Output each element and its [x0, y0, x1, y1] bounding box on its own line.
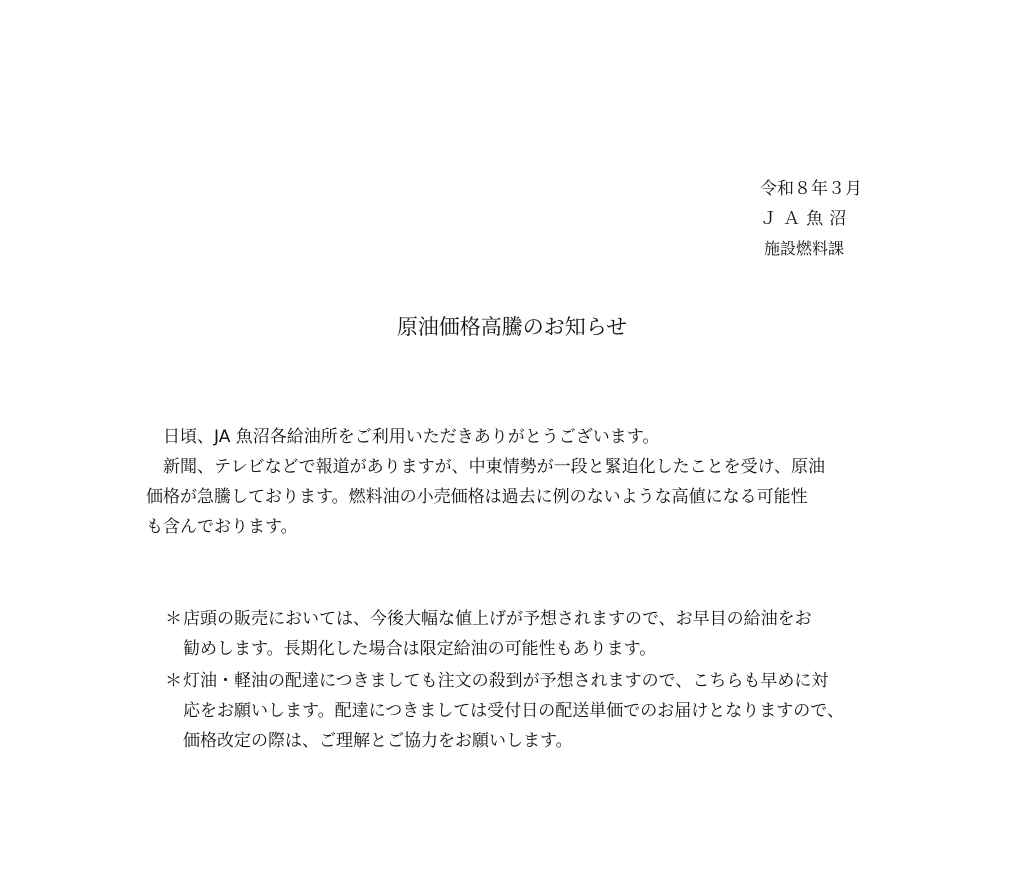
note-item-1 — [165, 604, 925, 664]
organization-name: Ｊ Ａ 魚 沼 — [760, 209, 847, 229]
note-item-2 — [165, 666, 925, 756]
body-line-4: も含んでおります。 — [146, 517, 298, 537]
body-line-1: 日頃、JA 魚沼各給油所をご利用いただきありがとうございます。 — [146, 427, 660, 447]
note-2-line-2: 応をお願いします。配達につきましては受付日の配送単価でのお届けとなりますので、 — [183, 701, 844, 721]
note-2-line-3: 価格改定の際は、ご理解とご協力をお願いします。 — [183, 731, 573, 751]
body-line-2: 新聞、テレビなどで報道がありますが、中東情勢が一段と緊迫化したことを受け、原油 — [146, 457, 825, 477]
note-1-line-2: 勧めします。長期化した場合は限定給油の可能性もあります。 — [183, 639, 657, 659]
notice-body — [146, 422, 886, 542]
note-1-line-1: 店頭の販売においては、今後大幅な値上げが予想されますので、お早目の給油をお — [183, 609, 812, 629]
body-line-3: 価格が急騰しております。燃料油の小売価格は過去に例のないような高値になる可能性 — [146, 487, 808, 507]
notice-title: 原油価格高騰のお知らせ — [396, 315, 628, 339]
note-2-line-1: 灯油・軽油の配達につきましても注文の殺到が予想されますので、こちらも早めに対 — [183, 671, 829, 691]
note-text-1 — [183, 604, 925, 664]
notes-list — [165, 604, 925, 758]
issue-date: 令和８年３月 — [760, 179, 862, 199]
sender-block — [760, 174, 960, 264]
department-name: 施設燃料課 — [764, 239, 845, 258]
note-text-2 — [183, 666, 925, 756]
asterisk-mark: ＊ — [165, 671, 182, 691]
asterisk-mark: ＊ — [165, 609, 182, 629]
